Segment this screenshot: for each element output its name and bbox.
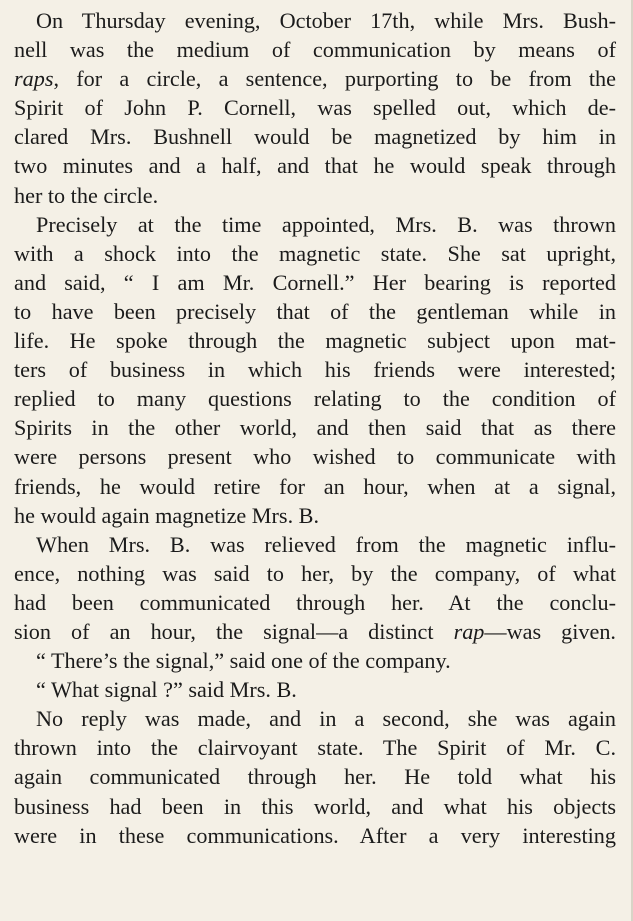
text-run: sion of an hour, the signal—a distinct [14, 618, 454, 644]
text-run: thrown into the clairvoyant state. The Spirit of Mr. C. [14, 735, 616, 761]
text-line [14, 268, 616, 297]
text-run: with a shock into the magnetic state. She sat upright, [14, 240, 616, 266]
text-run: On Thursday evening, October 17th, while Mrs. Bush- [36, 8, 616, 33]
text-run: were in these communications. After a very interesting [14, 822, 616, 848]
text-run: “ There’s the signal,” said one of the company. [36, 648, 451, 674]
text-line [14, 384, 616, 413]
text-line [14, 501, 616, 530]
text-run: “ What signal ?” said Mrs. B. [36, 677, 297, 703]
text-run: he would again magnetize Mrs. B. [14, 502, 320, 528]
text-line [14, 239, 616, 268]
text-run: ters of business in which his friends were interested; [14, 357, 616, 383]
text-line [14, 704, 616, 733]
text-run: Precisely at the time appointed, Mrs. B. was thrown [36, 211, 616, 237]
text-run: and said, “ I am Mr. Cornell.” Her bearing is reported [14, 269, 616, 295]
text-line [14, 210, 616, 239]
text-run: again communicated through her. He told what his [14, 764, 616, 790]
text-run: When Mrs. B. was relieved from the magnetic influ- [36, 531, 616, 557]
text-line [14, 530, 616, 559]
italic-word: rap [453, 618, 485, 644]
text-line [14, 472, 616, 501]
text-run: were persons present who wished to communicate with [14, 444, 616, 470]
text-line [14, 675, 616, 704]
page-text [14, 6, 616, 850]
text-line [14, 151, 616, 180]
text-run: friends, he would retire for an hour, when at a signal, [14, 473, 616, 499]
text-run: ence, nothing was said to her, by the company, of what [14, 560, 616, 586]
text-run: Spirit of John P. Cornell, was spelled out, which de- [14, 95, 616, 121]
text-line [14, 326, 616, 355]
text-run: to have been precisely that of the gentleman while in [14, 298, 616, 324]
text-line [14, 792, 616, 821]
text-run: business had been in this world, and what his objects [14, 793, 616, 819]
text-run: Spirits in the other world, and then said that as there [14, 415, 616, 441]
text-run: life. He spoke through the magnetic subject upon mat- [14, 328, 616, 354]
text-line [14, 355, 616, 384]
text-line [14, 413, 616, 442]
text-line [14, 733, 616, 762]
text-run: nell was the medium of communication by means of [14, 37, 616, 63]
text-line [14, 181, 616, 210]
italic-word: raps [14, 66, 54, 92]
text-line [14, 617, 616, 646]
text-run: No reply was made, and in a second, she was again [36, 706, 616, 732]
text-run: replied to many questions relating to the condition of [14, 386, 616, 412]
text-line [14, 588, 616, 617]
text-line [14, 297, 616, 326]
text-run: —was given. [484, 618, 616, 644]
text-line [14, 6, 616, 35]
text-run: two minutes and a half, and that he would speak through [14, 153, 616, 179]
text-run: had been communicated through her. At the conclu- [14, 589, 616, 615]
text-line [14, 64, 616, 93]
text-line [14, 762, 616, 791]
text-run: , for a circle, a sentence, purporting to be from the [53, 66, 616, 92]
text-line [14, 122, 616, 151]
text-line [14, 442, 616, 471]
text-line [14, 35, 616, 64]
text-line [14, 821, 616, 850]
text-line [14, 646, 616, 675]
text-line [14, 559, 616, 588]
text-run: her to the circle. [14, 182, 159, 208]
text-line [14, 93, 616, 122]
text-run: clared Mrs. Bushnell would be magnetized by him in [14, 124, 616, 150]
